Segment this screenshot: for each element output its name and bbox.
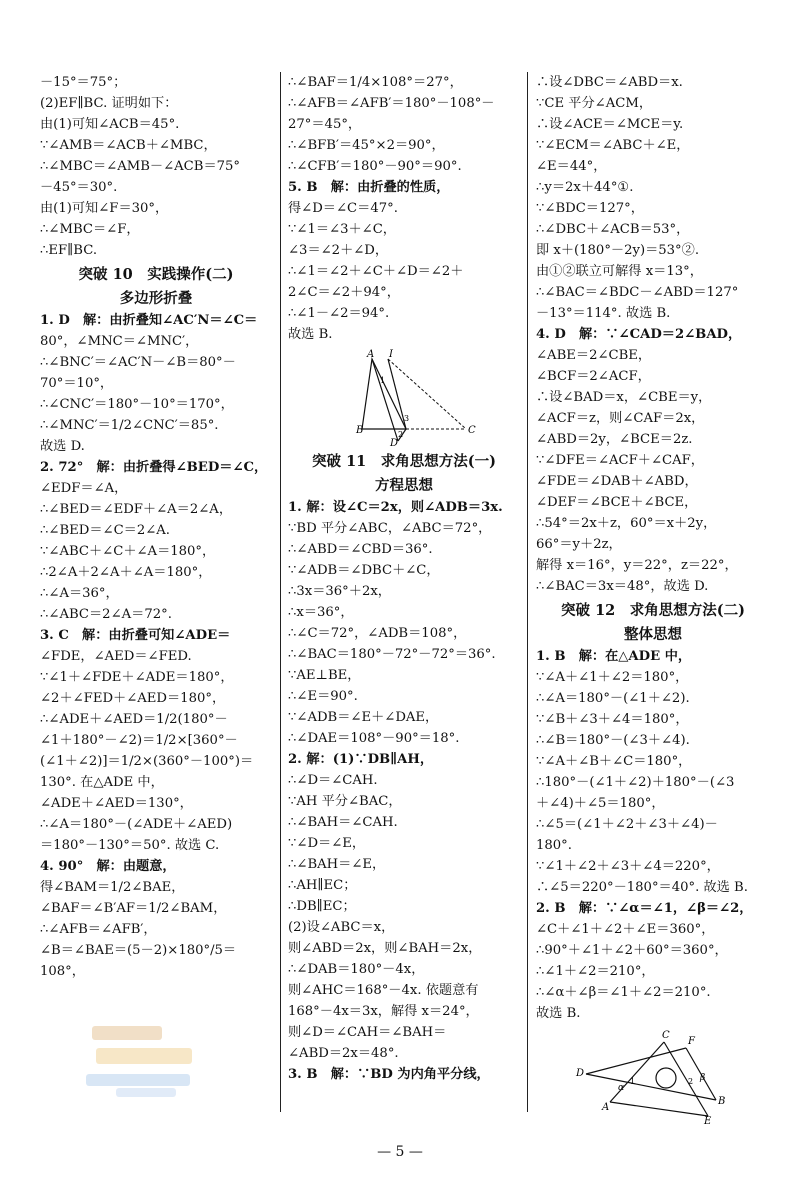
text-line: ∴∠α＋∠β＝∠1＋∠2＝210°. (536, 985, 711, 1000)
text-line: ∴∠BAC＝180°－72°－72°＝36°. (288, 647, 496, 662)
page-number: — 5 — (377, 1144, 423, 1160)
text-line: ∵∠1＝∠3＋∠C， (288, 222, 396, 237)
text-line: ∴∠MBC＝∠AMB－∠ACB＝75° (40, 159, 241, 174)
text-line: 3. C 解：由折叠可知∠ADE＝ (40, 628, 231, 643)
text-line: ∴∠A＝180°－(∠1＋∠2). (536, 691, 690, 706)
text-line: ∴90°＋∠1＋∠2＋60°＝360°， (536, 943, 728, 958)
column-2 (288, 72, 520, 1085)
text-line: 得∠BAM＝1/2∠BAE， (40, 880, 185, 895)
section-heading: 整体思想 (624, 626, 682, 643)
text-line: 80°，∠MNC＝∠MNC′， (40, 334, 199, 349)
text-line: ∵∠BDC＝127°， (536, 201, 644, 216)
text-line: 故选 B. (288, 327, 333, 342)
text-line: ∴∠5＝220°－180°＝40°. 故选 B. (536, 880, 748, 895)
text-line: ∠ADE＋∠AED＝130°， (40, 796, 193, 811)
point-label-d: D (576, 1068, 585, 1079)
point-label-d: D (390, 438, 399, 449)
watermark-stamp (86, 1024, 216, 1098)
text-line: ∴3x＝36°＋2x， (288, 584, 391, 599)
text-line: ∠1＋180°－∠2)＝1/2×[360°－ (40, 733, 238, 748)
text-line: ∴设∠DBC＝∠ABD＝x. (536, 75, 683, 90)
text-line: 70°＝10°， (40, 376, 114, 391)
text-line: ∵∠A＋∠1＋∠2＝180°， (536, 670, 689, 685)
text-line: ∴∠CFB′＝180°－90°＝90°. (288, 159, 462, 174)
text-line: ∴DB∥EC； (288, 899, 356, 914)
text-line: 1. D 解：由折叠知∠AC′N＝∠C＝ (40, 313, 258, 328)
text-line: 2. 解：(1)∵DB∥AH， (288, 752, 434, 767)
text-line: 4. 90° 解：由题意， (40, 859, 176, 874)
column-3 (536, 72, 770, 1128)
text-line: ∴∠A＝36°， (40, 586, 119, 601)
text-line: ∴∠BED＝∠C＝2∠A. (40, 523, 171, 538)
text-line: ∵∠ADB＝∠DBC＋∠C， (288, 563, 440, 578)
text-line: ∴∠CNC′＝180°－10°＝170°， (40, 397, 234, 412)
text-line: 解得 x＝16°，y＝22°，z＝22°， (536, 558, 738, 573)
text-line: ∠ABD＝2y，∠BCE＝2z. (536, 432, 693, 447)
text-line: ∴∠DAB＝180°－4x， (288, 962, 425, 977)
section-heading: 突破 12 求角思想方法(二) (561, 602, 745, 619)
text-line: (∠1＋∠2)]＝1/2×(360°－100°)＝ (40, 754, 254, 769)
text-line: 故选 B. (536, 1006, 581, 1021)
text-line: ＋∠4)＋∠5＝180°， (536, 796, 665, 811)
text-line: ∠ABD＝2x＝48°. (288, 1046, 399, 1061)
point-label-a: A (602, 1102, 610, 1113)
text-line: ∴设∠BAD＝x，∠CBE＝y， (536, 390, 712, 405)
text-line: ∴∠DAE＝108°－90°＝18°. (288, 731, 460, 746)
text-line: 即 x＋(180°－2y)＝53°②. (536, 243, 700, 258)
text-line: ∠2＋∠FED＋∠AED＝180°， (40, 691, 226, 706)
text-line: 则∠AHC＝168°－4x. 依题意有 (288, 983, 479, 998)
text-line: ∴∠MBC＝∠F， (40, 222, 140, 237)
text-line: ∵∠A＋∠B＋∠C＝180°， (536, 754, 692, 769)
text-line: ∴∠DBC＋∠ACB＝53°， (536, 222, 690, 237)
text-line: 故选 D. (40, 439, 85, 454)
angle-label-2: 2 (398, 430, 404, 439)
text-line: ∵∠1＋∠FDE＋∠ADE＝180°， (40, 670, 234, 685)
column-divider (280, 72, 281, 1112)
angle-label-beta: β (700, 1073, 706, 1083)
text-line: ∵∠ADB＝∠E＋∠DAE， (288, 710, 439, 725)
text-line: 108°， (40, 964, 85, 979)
text-line: 168°－4x＝3x，解得 x＝24°， (288, 1004, 479, 1019)
text-line: ∴∠A＝180°－(∠ADE＋∠AED) (40, 817, 233, 832)
text-line: ∵BD 平分∠ABC，∠ABC＝72°， (288, 521, 492, 536)
point-label-i: I (389, 349, 393, 360)
section-heading: 突破 11 求角思想方法(一) (312, 453, 496, 470)
section-heading: 方程思想 (375, 477, 433, 494)
text-line: ∠FDE＝∠DAB＋∠ABD， (536, 474, 698, 489)
text-line: ∴∠ABC＝2∠A＝72°. (40, 607, 172, 622)
angle-label-alpha: α (618, 1083, 625, 1093)
text-line: ∴2∠A＋2∠A＋∠A＝180°， (40, 565, 212, 580)
point-label-f: F (688, 1036, 695, 1047)
angle-label-1: 1 (630, 1077, 636, 1086)
text-line: ∵∠1＋∠2＋∠3＋∠4＝220°， (536, 859, 720, 874)
text-line: ∵∠D＝∠E， (288, 836, 366, 851)
text-line: 3. B 解：∵BD 为内角平分线， (288, 1067, 490, 1082)
section-heading: 多边形折叠 (119, 290, 193, 307)
section-heading: 突破 10 实践操作(二) (78, 266, 234, 283)
column-divider (527, 72, 528, 1112)
text-line: ∴∠MNC′＝1/2∠CNC′＝85°. (40, 418, 219, 433)
text-line: ∠BAF＝∠B′AF＝1/2∠BAM， (40, 901, 227, 916)
text-line: －15°＝75°； (40, 75, 127, 90)
text-line: ∵∠DFE＝∠ACF＋∠CAF， (536, 453, 704, 468)
text-line: ∵∠ABC＋∠C＋∠A＝180°， (40, 544, 216, 559)
text-line: ∠ABE＝2∠CBE， (536, 348, 652, 363)
text-line: ∴EF∥BC. (40, 243, 98, 258)
text-line: ∠E＝44°， (536, 159, 607, 174)
text-line: －45°＝30°. (40, 180, 118, 195)
text-line: ∠DEF＝∠BCE＋∠BCE， (536, 495, 698, 510)
text-line: ∴设∠ACE＝∠MCE＝y. (536, 117, 684, 132)
text-line: 1. B 解：在△ADE 中， (536, 649, 692, 664)
text-line: 由(1)可知∠F＝30°， (40, 201, 169, 216)
text-line: ∴∠BED＝∠EDF＋∠A＝2∠A， (40, 502, 233, 517)
text-line: ∴∠1－∠2＝94°. (288, 306, 390, 321)
text-line: ∵∠ECM＝∠ABC＋∠E， (536, 138, 690, 153)
text-line: ∵∠AMB＝∠ACB＋∠MBC， (40, 138, 217, 153)
point-label-b: B (356, 425, 364, 436)
text-line: ∴∠ABD＝∠CBD＝36°. (288, 542, 433, 557)
text-line: 5. B 解：由折叠的性质， (288, 180, 450, 195)
text-line: ∵∠B＋∠3＋∠4＝180°， (536, 712, 689, 727)
text-line: 得∠D＝∠C＝47°. (288, 201, 398, 216)
text-line: 1. 解：设∠C＝2x，则∠ADB＝3x. (288, 500, 503, 515)
text-line: (2)EF∥BC. 证明如下： (40, 96, 178, 111)
text-line: 由①②联立可解得 x＝13°， (536, 264, 703, 279)
text-line: (2)设∠ABC＝x， (288, 920, 395, 935)
point-label-e: E (704, 1116, 712, 1127)
text-line: 4. D 解：∵∠CAD＝2∠BAD， (536, 327, 742, 342)
text-line: ∴y＝2x＋44°①. (536, 180, 634, 195)
text-line: ∴x＝36°， (288, 605, 354, 620)
text-line: ∴∠BAH＝∠CAH. (288, 815, 398, 830)
text-line: ∴AH∥EC； (288, 878, 357, 893)
angle-label-2: 2 (688, 1077, 694, 1086)
text-line: ∠ACF＝z，则∠CAF＝2x， (536, 411, 705, 426)
point-label-c: C (468, 425, 476, 436)
text-line: 2. B 解：∵∠α＝∠1，∠β＝∠2， (536, 901, 753, 916)
angle-label-3: 3 (404, 414, 410, 423)
text-line: ∴∠BAC＝3x＝48°，故选 D. (536, 579, 709, 594)
text-line: ∠FDE，∠AED＝∠FED. (40, 649, 192, 664)
text-line: ∴∠AFB＝∠AFB′， (40, 922, 157, 937)
text-line: ∵AE⊥BE， (288, 668, 361, 683)
text-line: 130°. 在△ADE 中， (40, 775, 164, 790)
text-line: －13°＝114°. 故选 B. (536, 306, 671, 321)
text-line: 2∠C＝∠2＋94°， (288, 285, 400, 300)
text-line: ∴∠BAF＝1/4×108°＝27°， (288, 75, 463, 90)
text-line: 则∠D＝∠CAH＝∠BAH＝ (288, 1025, 447, 1040)
column-1 (40, 72, 272, 982)
text-line: ∴∠D＝∠CAH. (288, 773, 378, 788)
text-line: 180°. (536, 838, 572, 853)
text-line: ∴∠BNC′＝∠AC′N－∠B＝80°－ (40, 355, 236, 370)
text-line: ＝180°－130°＝50°. 故选 C. (40, 838, 220, 853)
text-line: ∠B＝∠BAE＝(5－2)×180°/5＝ (40, 943, 237, 958)
text-line: ∴∠AFB＝∠AFB′＝180°－108°－ (288, 96, 495, 111)
text-line: ∴∠BFB′＝45°×2＝90°， (288, 138, 445, 153)
text-line: 66°＝y＋2z， (536, 537, 622, 552)
text-line: 2. 72° 解：由折叠得∠BED＝∠C， (40, 460, 268, 475)
text-line: ∴∠1＋∠2＝210°， (536, 964, 655, 979)
text-line: ∠3＝∠2＋∠D， (288, 243, 389, 258)
point-label-b: B (718, 1096, 726, 1107)
star-figure (576, 1028, 726, 1127)
text-line: ∴∠BAC＝∠BDC－∠ABD＝127° (536, 285, 739, 300)
text-line: ∴54°＝2x＋z，60°＝x＋2y， (536, 516, 717, 531)
angle-label-1: 1 (380, 376, 386, 385)
text-line: ∠EDF＝∠A， (40, 481, 128, 496)
folding-triangle-figure (358, 349, 478, 447)
text-line: ∴180°－(∠1＋∠2)＋180°－(∠3 (536, 775, 735, 790)
text-line: ∴∠C＝72°，∠ADB＝108°， (288, 626, 467, 641)
text-line: ∴∠E＝90°. (288, 689, 358, 704)
text-line: ∴∠1＝∠2＋∠C＋∠D＝∠2＋ (288, 264, 464, 279)
text-line: ∴∠5＝(∠1＋∠2＋∠3＋∠4)－ (536, 817, 718, 832)
text-line: 则∠ABD＝2x，则∠BAH＝2x， (288, 941, 482, 956)
text-line: ∴∠ADE＋∠AED＝1/2(180°－ (40, 712, 228, 727)
text-line: ∴∠BAH＝∠E， (288, 857, 386, 872)
point-label-c: C (662, 1030, 670, 1041)
text-line: ∠C＋∠1＋∠2＋∠E＝360°， (536, 922, 715, 937)
text-line: ∵CE 平分∠ACM， (536, 96, 653, 111)
text-line: ∴∠B＝180°－(∠3＋∠4). (536, 733, 690, 748)
text-line: 27°＝45°， (288, 117, 362, 132)
point-label-a: A (367, 349, 375, 360)
text-line: ∵AH 平分∠BAC， (288, 794, 402, 809)
text-line: ∠BCF＝2∠ACF， (536, 369, 651, 384)
text-line: 由(1)可知∠ACB＝45°. (40, 117, 180, 132)
